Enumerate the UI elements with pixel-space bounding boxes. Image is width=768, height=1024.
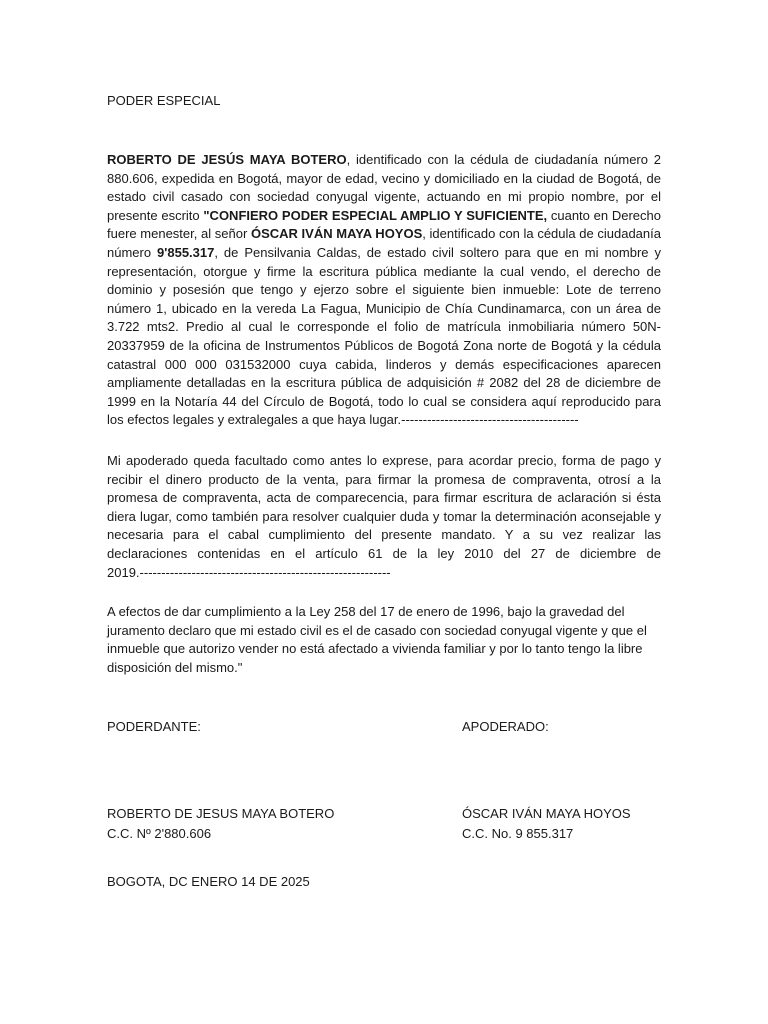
grantor-name: ROBERTO DE JESÚS MAYA BOTERO [107, 152, 347, 167]
paragraph-grant-text-4: , de Pensilvania Caldas, de estado civil soltero para que en mi nombre y representación, otorgue y firme la escritura pública mediante la cual vendo, el derecho de dominio y posesión que tengo y ejerzo sobre el siguiente bien inmueble: Lote de terreno número 1, ubicado en la vereda La Fagua, Municipio de Chía Cundinamarca, con un área de 3.722 mts2. Predio al cual le corresponde el folio de matrícula inmobiliaria número 50N-20337959 de la oficina de Instrumentos Públicos de Bogotá Zona norte de Bogotá y la cédula catastral 000 000 031532000 cuya cabida, linderos y demás especificaciones aparecen ampliamente detalladas en la escritura pública de adquisición # 2082 del 28 de diciembre de 1999 en la Notaría 44 del Círculo de Bogotá, todo lo cual se considera aquí reproducido para los efectos legales y extralegales a que haya lugar. [107, 244, 661, 428]
dash-filler: ----------------------------------------- [401, 412, 579, 428]
attorney-signature-name: ÓSCAR IVÁN MAYA HOYOS [462, 806, 631, 821]
paragraph-grant-text-2: cuanto en Derecho fuere menester, al señor [107, 207, 661, 242]
document-title: PODER ESPECIAL [107, 93, 221, 108]
grantor-signature-name: ROBERTO DE JESUS MAYA BOTERO [107, 806, 335, 821]
paragraph-declaration: A efectos de dar cumplimiento a la Ley 258 del 17 de enero de 1996, bajo la gravedad del juramento declaro que mi estado civil es el de casado con sociedad conyugal vigente y que el inmueble que autorizo vender no está afectado a vivienda familiar y por lo tanto tengo la libre disposición del mismo." [107, 604, 647, 675]
paragraph-powers [107, 452, 661, 582]
paragraph-grant-text-1: , identificado con la cédula de ciudadanía número 2 880.606, expedida en Bogotá, mayor de edad, vecino y domiciliado en la ciudad de Bogotá, de estado civil casado con sociedad conyugal vigente, actuando en mi propio nombre, por el presente escrito [107, 152, 662, 223]
paragraph-powers-text: Mi apoderado queda facultado como antes lo exprese, para acordar precio, forma de pago y recibir el dinero producto de la venta, para firmar la promesa de compraventa, otrosí a la promesa de compraventa, acta de comparecencia, para firmar escritura de aclaración si ésta diera lugar, como también para resolver cualquier duda y tomar la determinación aconsejable y necesaria para el cabal cumplimiento del presente mandato. Y a su vez realizar las declaraciones contenidas en el artículo 61 de la ley 2010 del 27 de diciembre de 2019. [107, 453, 661, 580]
grantor-role-label: PODERDANTE: [107, 719, 201, 734]
attorney-role-label: APODERADO: [462, 719, 549, 734]
attorney-signature-id: C.C. No. 9 855.317 [462, 826, 574, 841]
paragraph-grant-text-3: , identificado con la cédula de ciudadanía número [107, 226, 661, 260]
dash-filler: ---------------------------------------------------------- [139, 564, 391, 580]
attorney-name: ÓSCAR IVÁN MAYA HOYOS [250, 226, 423, 242]
grant-statement: "CONFIERO PODER ESPECIAL AMPLIO Y SUFICIENTE, [203, 207, 548, 223]
paragraph-grant [107, 151, 661, 430]
place-and-date: BOGOTA, DC ENERO 14 DE 2025 [107, 874, 310, 889]
attorney-id: 9'855.317 [157, 244, 215, 260]
grantor-signature-id: C.C. Nº 2'880.606 [107, 826, 212, 841]
